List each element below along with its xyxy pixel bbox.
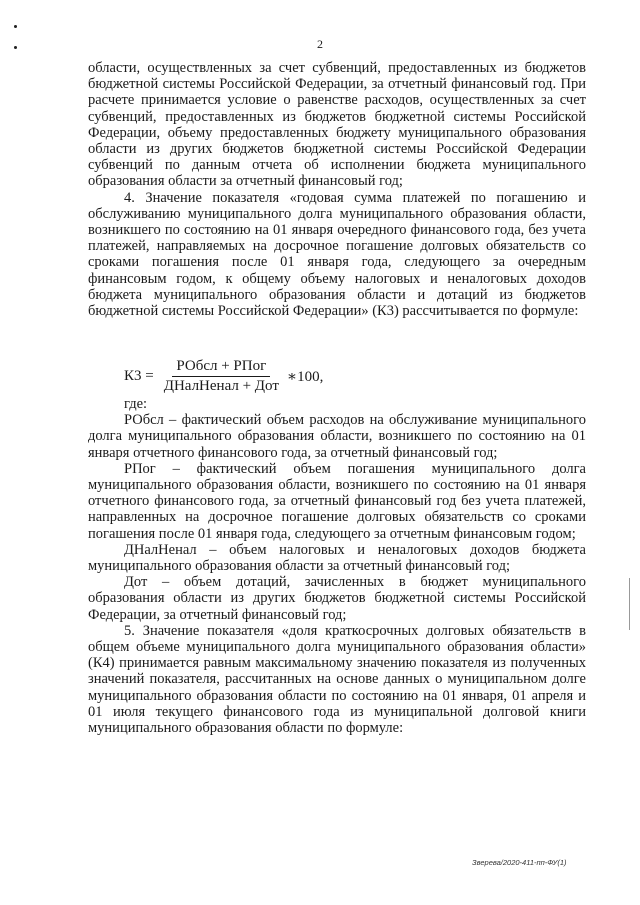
formula-k3 xyxy=(124,356,323,396)
paragraph-item-5: 5. Значение показателя «доля краткосрочных долговых обязательств в общем объеме муниципального долга муниципального образования области» (К4) принимается равным максимальному значению показателя из полученных значений показателя, рассчитанных на основе данных о муниципальном долге муниципального образования области по состоянию на 01 января, 01 апреля и 01 июля текущего финансового года из муниципальной долговой книги муниципального образования области по формуле: xyxy=(88,622,586,737)
scan-margin-line xyxy=(629,578,630,630)
text-block-lower xyxy=(88,396,586,736)
paragraph-item-4: 4. Значение показателя «годовая сумма платежей по погашению и обслуживанию муниципального долга муниципального образования области, возникшего по состоянию на 01 января очередного финансового года, без учета платежей, направляемых на досрочное погашение долговых обязательств со сроками погашения после 01 января года, следующего за очередным финансовым годом, к общему объему налоговых и неналоговых доходов бюджета муниципального образования области и дотаций из бюджетов бюджетной системы Российской Федерации» (К3) рассчитывается по формуле: xyxy=(88,189,586,320)
paragraph-def-dot: Дот – объем дотаций, зачисленных в бюджет муниципального образования области из других бюджетов бюджетной системы Российской Федерации, за отчетный финансовый год; xyxy=(88,574,586,623)
document-reference: Зверева/2020-411-пп-ФУ(1) xyxy=(472,858,567,867)
formula-fraction xyxy=(160,358,283,395)
formula-denominator: ДНалНенал + Дот xyxy=(163,377,279,394)
paragraph-def-dnalnenal: ДНалНенал – объем налоговых и неналоговых доходов бюджета муниципального образования области за отчетный финансовый год; xyxy=(88,541,586,575)
paragraph-where: где: xyxy=(124,396,148,412)
formula-numerator: РОбсл + РПог xyxy=(172,358,270,377)
scan-mark-top xyxy=(14,25,17,28)
formula-multiplier: ∗100, xyxy=(286,368,324,385)
paragraph-continuation: области, осуществленных за счет субвенций, предоставленных из бюджетов бюджетной системы Российской Федерации, за отчетный финансовый год. При расчете принимается условие о равенстве расходов, осуществленных за счет субвенций, предоставленных из бюджетов бюджетной системы Российской Федерации, объему предоставленных бюджету муниципального образования области из других бюджетов бюджетной системы Российской Федерации субвенций по данным отчета об исполнении бюджета муниципального образования области за отчетный финансовый год; xyxy=(88,60,586,190)
paragraph-def-robsl: РОбсл – фактический объем расходов на обслуживание муниципального долга муниципального образования области, возникшего по состоянию на 01 января отчетного финансового года, за отчетный финансовый год; xyxy=(88,412,586,461)
formula-lhs: К3 = xyxy=(124,367,154,384)
text-block-upper xyxy=(88,60,586,319)
page-number: 2 xyxy=(317,37,323,51)
paragraph-def-rpog: РПог – фактический объем погашения муниципального долга муниципального образования области, возникшего по состоянию на 01 января отчетного финансового года, за отчетный финансовый год без учета платежей, направленных на досрочное погашение долговых обязательств со сроками погашения после 01 января года, следующего за отчетным финансовым годом; xyxy=(88,460,586,542)
